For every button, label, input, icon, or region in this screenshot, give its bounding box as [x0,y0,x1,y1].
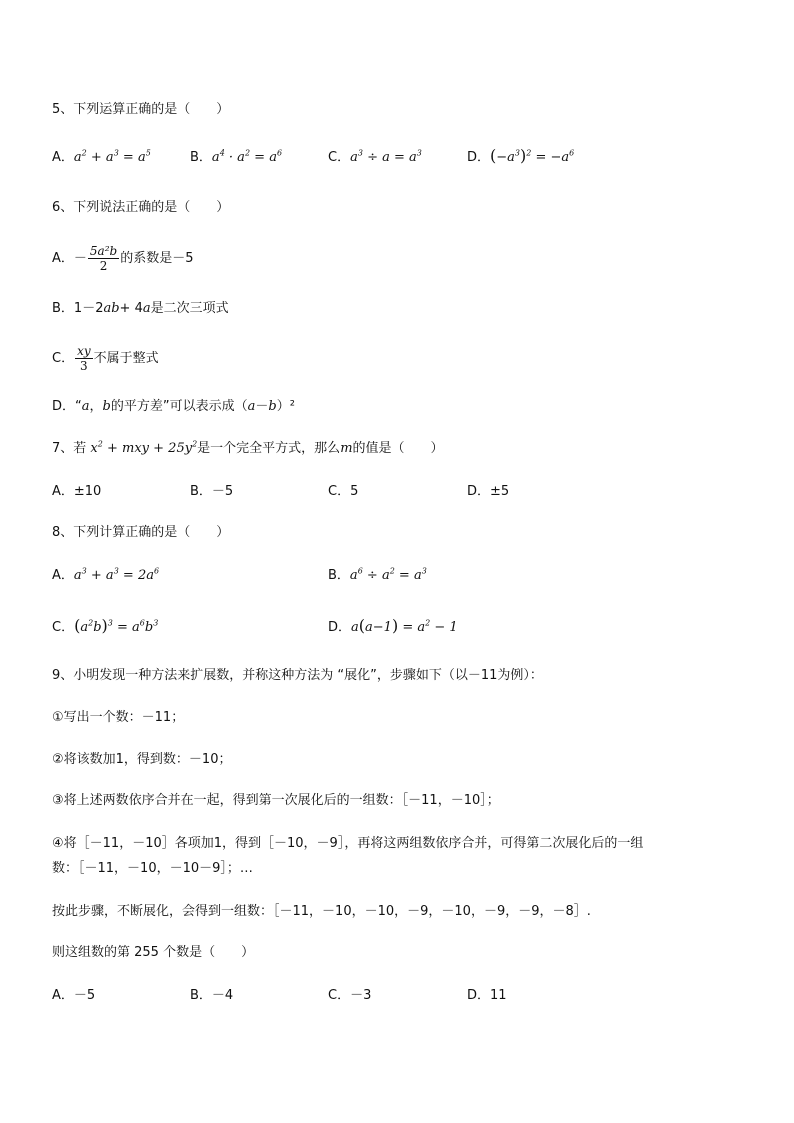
formula: $a^3 + a^3 = 2a^6$ [73,566,160,583]
option-text: + 4 [119,301,143,316]
option-text: 的系数是－5 [120,251,194,266]
q9-step-4-cont: 数：［－11，－10，－10－9］；… [52,861,253,876]
q6-option-c[interactable] [52,344,159,373]
formula: $(a^2b)^3 = a^6b^3$ [74,616,159,635]
option-text: 是二次三项式 [150,301,229,316]
formula: $a(a-1) = a^2 - 1$ [351,616,458,635]
q9-stem: 9、小明发现一种方法来扩展数，并称这种方法为 “展化”，步骤如下（以－11为例）： [52,668,543,683]
q9-option-d[interactable]: D．11 [467,988,507,1003]
option-text: 不属于整式 [93,351,159,366]
fraction-numerator: xy [77,344,91,358]
q9-summary: 按此步骤，不断展化，会得到一组数：［－11，－10，－10，－9，－10，－9，－9，－8］. [52,904,591,919]
q6-option-d[interactable]: D．“a，b的平方差”可以表示成（a－b）² [52,399,295,414]
option-label: A． [52,568,74,583]
q7-stem: 7、若 $x^2$ + mxy + $25y^2$是一个完全平方式，那么m的值是（ ） [52,439,444,456]
option-label: D． [52,399,76,414]
formula: $a^4 \cdot a^2 = a^6$ [211,148,283,165]
q5-option-b[interactable] [190,149,282,167]
formula: $a^6 \div a^2 = a^3$ [349,566,427,583]
q8-option-d[interactable] [328,617,458,637]
formula: $x^2$ + mxy + $25y^2$ [90,439,198,456]
q9-step-3: ③将上述两数依序合并在一起，得到第一次展化后的一组数：［－11，－10］； [52,793,500,808]
q6-option-b[interactable]: B．1－2ab+ 4a是二次三项式 [52,301,229,316]
formula: $a^3 \div a = a^3$ [350,148,422,165]
fraction-numerator: 5a²b [89,244,118,258]
fraction-denominator: 2 [99,259,108,273]
q5-option-a[interactable] [52,149,151,167]
option-label: C． [328,150,351,165]
q7-option-a[interactable]: A．±10 [52,484,102,499]
option-label: D． [328,620,352,635]
q8-option-b[interactable] [328,567,427,585]
formula: $a^2 + a^3 = a^5$ [73,148,151,165]
fraction [88,244,119,273]
q7-option-c[interactable]: C．5 [328,484,359,499]
q9-step-1: ①写出一个数：－11； [52,710,185,725]
option-label: A． [52,150,74,165]
option-label: B． [328,568,350,583]
q7-option-d[interactable]: D．±5 [467,484,510,499]
q7-option-b[interactable]: B．－5 [190,484,234,499]
fraction-denominator: 3 [80,359,88,373]
option-label: C． [52,620,75,635]
option-text: 1－2 [73,301,104,316]
q9-question: 则这组数的第 255 个数是（ ） [52,945,255,960]
formula: $(-a^3)^2 = -a^6$ [490,146,575,165]
q9-option-b[interactable]: B．－4 [190,988,234,1003]
q9-step-2: ②将该数加1，得到数：－10； [52,752,232,767]
q9-step-4: ④将［－11，－10］各项加1，得到［－10，－9］，再将这两组数依序合并，可得第二次展化后的一组 [52,836,644,851]
q6-stem: 6、下列说法正确的是（ ） [52,200,230,215]
q5-option-d[interactable] [467,147,574,167]
q8-option-c[interactable] [52,617,158,637]
option-label: B． [190,150,212,165]
option-label: B． [52,301,74,316]
q8-option-a[interactable] [52,567,159,585]
option-label: A． [52,251,74,266]
fraction [75,344,93,373]
q8-stem: 8、下列计算正确的是（ ） [52,525,230,540]
q9-option-c[interactable]: C．－3 [328,988,372,1003]
q6-option-a[interactable] [52,244,193,273]
option-label: C． [52,351,75,366]
q5-option-c[interactable] [328,149,422,167]
q5-stem: 5、下列运算正确的是（ ） [52,102,230,117]
option-label: D． [467,150,491,165]
q9-option-a[interactable]: A．－5 [52,988,96,1003]
minus-sign: － [73,251,87,266]
